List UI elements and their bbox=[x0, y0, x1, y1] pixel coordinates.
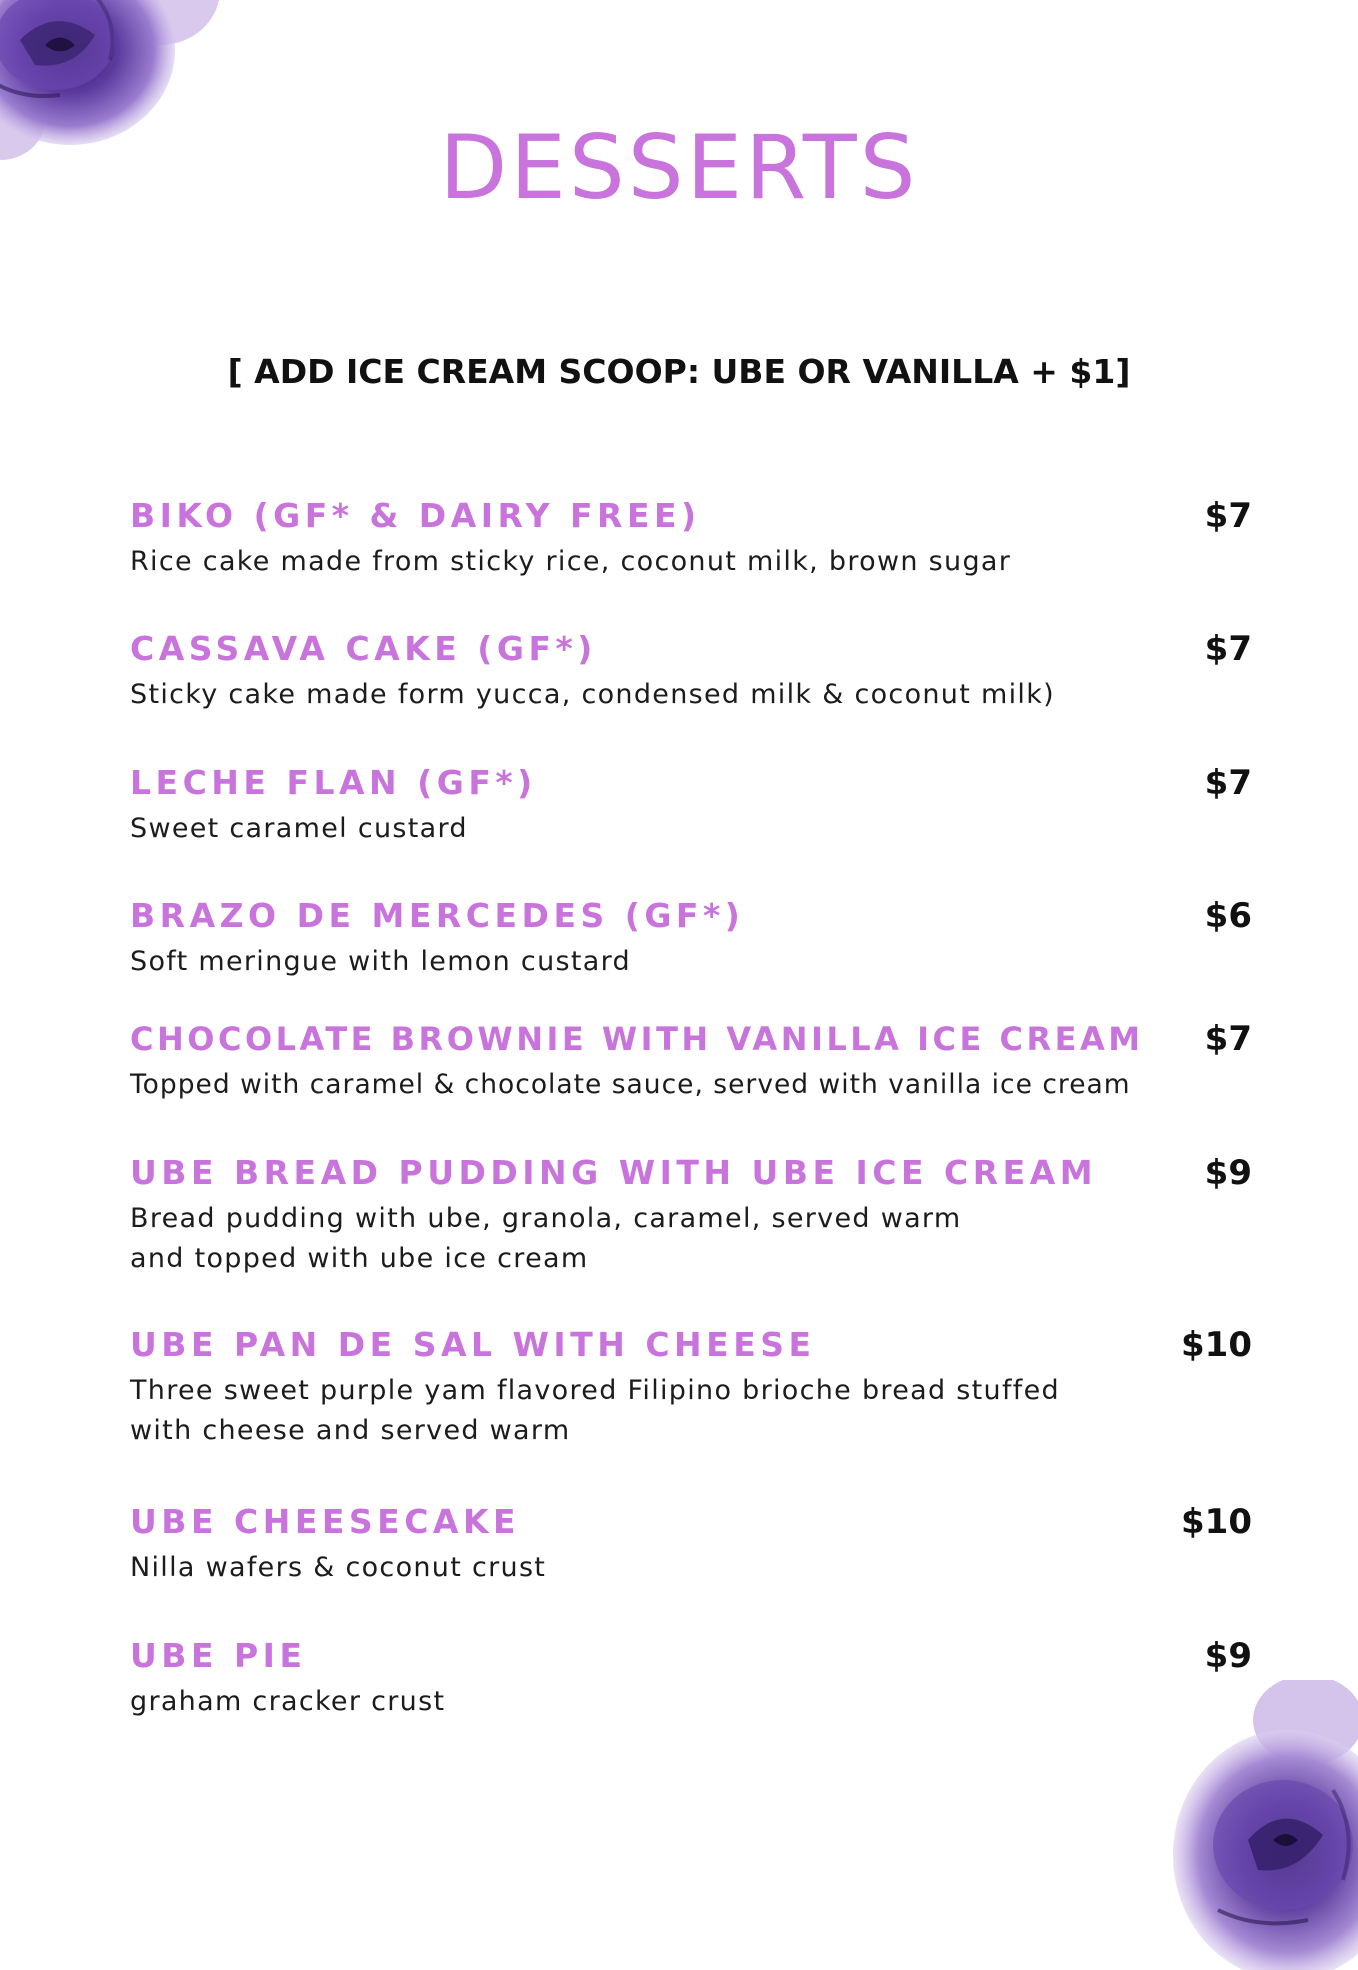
item-name: CASSAVA CAKE (GF*) bbox=[130, 629, 597, 668]
item-price: $10 bbox=[1181, 1325, 1252, 1365]
item-description: Sweet caramel custard bbox=[130, 813, 468, 844]
item-name: UBE PIE bbox=[130, 1636, 307, 1675]
item-name: UBE CHEESECAKE bbox=[130, 1502, 521, 1541]
menu-item bbox=[130, 896, 1252, 982]
menu-item bbox=[130, 496, 1252, 582]
item-description: graham cracker crust bbox=[130, 1686, 446, 1717]
item-description: Rice cake made from sticky rice, coconut milk, brown sugar bbox=[130, 546, 1012, 577]
item-price: $7 bbox=[1204, 1019, 1252, 1059]
item-price: $7 bbox=[1204, 496, 1252, 536]
item-name: BIKO (GF* & DAIRY FREE) bbox=[130, 496, 701, 535]
item-description: Three sweet purple yam flavored Filipino brioche bread stuffed with cheese and served warm bbox=[130, 1375, 1060, 1446]
item-price: $7 bbox=[1204, 629, 1252, 669]
item-description: Soft meringue with lemon custard bbox=[130, 946, 631, 977]
item-name: UBE PAN DE SAL WITH CHEESE bbox=[130, 1325, 816, 1364]
menu-item bbox=[130, 629, 1252, 715]
purple-flower-bottom-right-icon bbox=[1158, 1680, 1358, 1970]
item-name: LECHE FLAN (GF*) bbox=[130, 763, 537, 802]
menu-item bbox=[130, 763, 1252, 849]
item-price: $9 bbox=[1204, 1636, 1252, 1676]
ice-cream-addon-note: [ ADD ICE CREAM SCOOP: UBE OR VANILLA + $1] bbox=[227, 352, 1131, 391]
item-name: UBE BREAD PUDDING WITH UBE ICE CREAM bbox=[130, 1153, 1098, 1192]
item-price: $9 bbox=[1204, 1153, 1252, 1193]
item-name: BRAZO DE MERCEDES (GF*) bbox=[130, 896, 745, 935]
item-description: Topped with caramel & chocolate sauce, served with vanilla ice cream bbox=[130, 1069, 1131, 1100]
item-description: Nilla wafers & coconut crust bbox=[130, 1552, 547, 1583]
menu-item bbox=[130, 1153, 1252, 1279]
menu-item bbox=[130, 1636, 1252, 1722]
item-price: $6 bbox=[1204, 896, 1252, 936]
item-price: $7 bbox=[1204, 763, 1252, 803]
item-name: CHOCOLATE BROWNIE WITH VANILLA ICE CREAM bbox=[130, 1020, 1144, 1058]
menu-item bbox=[130, 1502, 1252, 1588]
page-title: DESSERTS bbox=[439, 116, 919, 219]
menu-item bbox=[130, 1325, 1252, 1451]
item-description: Bread pudding with ube, granola, caramel, served warm and topped with ube ice cream bbox=[130, 1203, 962, 1274]
menu-item bbox=[130, 1019, 1252, 1105]
item-description: Sticky cake made form yucca, condensed milk & coconut milk) bbox=[130, 679, 1055, 710]
item-price: $10 bbox=[1181, 1502, 1252, 1542]
